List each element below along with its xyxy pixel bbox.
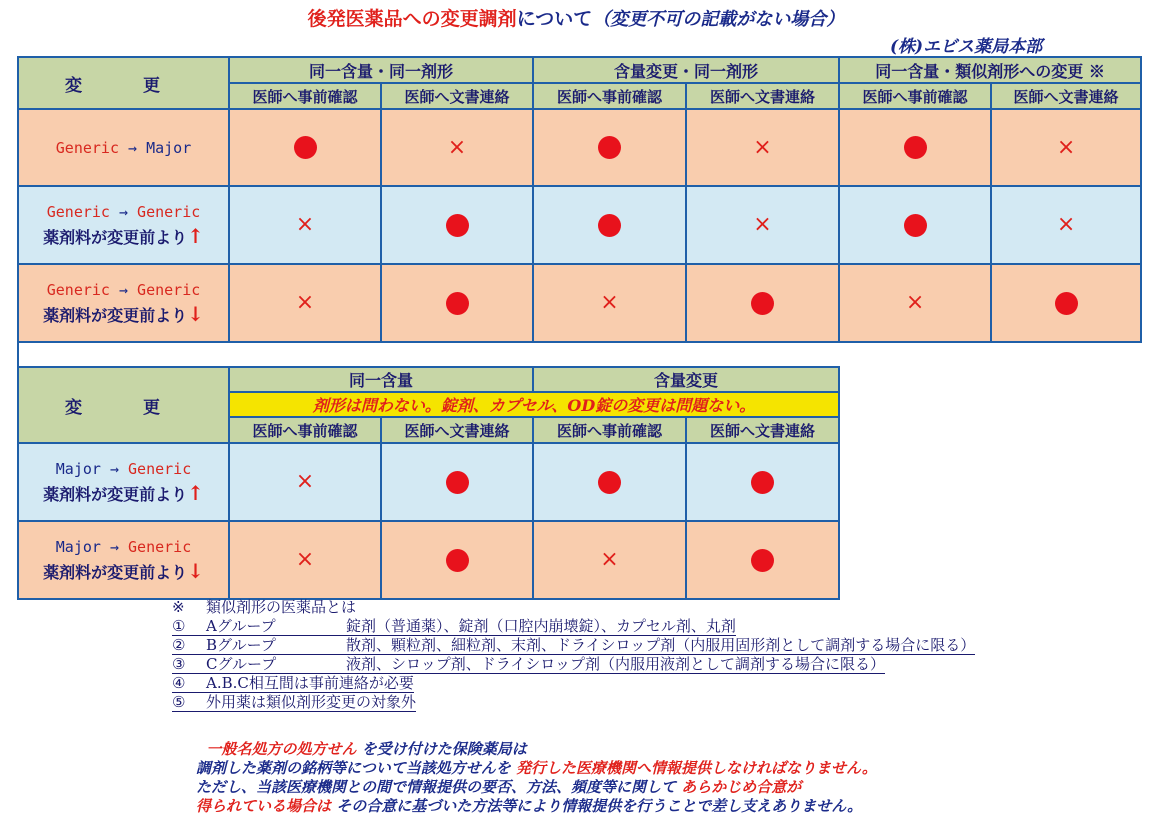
mark-cell [686,443,839,521]
red-dot-icon [904,136,927,159]
price-note: 薬剤料が変更前より [43,485,188,504]
title-suffix: について [516,8,593,30]
mark-cell [839,109,991,186]
asterisk-mark: ※ [172,598,185,616]
price-note: 薬剤料が変更前より [43,563,188,582]
change-header: 変 更 [18,57,229,109]
notice-line [196,759,877,778]
list-item [172,674,975,693]
red-dot-icon [904,214,927,237]
mark-cell [381,109,533,186]
mark-cell [381,264,533,342]
notes-heading-text: 類似剤形の医薬品とは [206,598,357,616]
item-group: Bグループ [206,636,276,654]
cross-icon: × [447,134,467,160]
red-dot-icon [598,214,621,237]
company-name: (株)エビス薬局本部 [890,37,1043,57]
subheader: 医師へ文書連絡 [686,83,839,109]
group-header-1: 同一含量・同一剤形 [229,57,533,83]
major-change-table [17,366,840,600]
mark-cell [533,264,686,342]
item-group: Cグループ [206,655,277,673]
table-row [18,443,839,521]
cross-icon: × [1056,212,1076,237]
cross-icon: × [600,547,619,572]
cross-icon: × [1056,134,1076,160]
red-dot-icon [1055,292,1078,315]
row-label [18,264,229,342]
to-type: Generic [128,460,192,478]
item-number: ② [172,636,186,654]
group-header-2: 含量変更・同一剤形 [533,57,839,83]
arrow-icon: → [109,538,119,556]
change-header: 変 更 [18,367,229,443]
title-note: （変更不可の記載がない場合） [592,9,845,30]
mark-cell [533,186,686,264]
arrow-up-icon: ↑ [187,481,204,505]
list-item [172,617,975,636]
red-dot-icon [446,214,469,237]
mark-cell [229,109,381,186]
item-number: ⑤ [172,693,186,711]
to-type: Generic [137,281,201,299]
cross-icon: × [295,547,315,572]
price-note: 薬剤料が変更前より [43,306,188,325]
arrow-up-icon: ↑ [187,224,204,248]
mark-cell [381,443,533,521]
mark-cell [991,186,1141,264]
notice-blue: を受け付けた保険薬局は [361,740,527,758]
mark-cell [381,186,533,264]
notice-line [196,740,877,759]
red-dot-icon [751,292,774,315]
row-label [18,443,229,521]
item-desc: 錠剤（普通薬）、錠剤（口腔内崩壊錠）、カプセル剤、丸剤 [346,617,736,635]
price-note: 薬剤料が変更前より [43,228,188,247]
cross-icon: × [295,290,315,315]
red-dot-icon [294,136,317,159]
title-main: 後発医薬品への変更調剤 [307,8,517,30]
notice-line [196,797,877,816]
cross-icon: × [295,469,315,494]
cross-icon: × [600,290,619,315]
subheader: 医師へ事前確認 [839,83,991,109]
list-item [172,636,975,655]
mark-cell [381,521,533,599]
red-dot-icon [751,549,774,572]
from-type: Generic [46,203,110,221]
from-type: Major [55,460,101,478]
red-dot-icon [598,136,621,159]
page-title [0,4,1152,31]
subheader: 医師へ文書連絡 [381,83,533,109]
table-row [18,109,1141,186]
red-dot-icon [751,471,774,494]
cross-icon: × [295,212,315,237]
mark-cell [686,186,839,264]
cross-icon: × [753,212,772,237]
arrow-icon: → [128,138,138,157]
subheader: 医師へ事前確認 [229,83,381,109]
table-row [18,186,1141,264]
notice-blue: ただし、当該医療機関との間で情報提供の要否、方法、頻度等に関して [196,778,677,796]
similar-dosage-notes [172,598,975,712]
generic-change-table [17,56,1142,343]
mark-cell [991,264,1141,342]
from-type: Generic [55,138,119,157]
cross-icon: × [753,134,772,160]
mark-cell [533,109,686,186]
arrow-icon: → [118,281,129,299]
mark-cell [229,186,381,264]
subheader: 医師へ文書連絡 [686,417,839,443]
mark-cell [839,186,991,264]
cross-icon: × [905,290,925,315]
red-dot-icon [598,471,621,494]
notice-red: 発行した医療機関へ情報提供しなければなりません。 [515,759,877,777]
item-desc: A.B.C相互間は事前連絡が必要 [206,674,414,692]
table-divider [17,340,19,366]
red-dot-icon [446,292,469,315]
red-dot-icon [446,471,469,494]
subheader: 医師へ事前確認 [229,417,381,443]
arrow-icon: → [118,203,129,221]
list-item [172,693,975,712]
row-label [18,109,229,186]
from-type: Generic [46,281,110,299]
row-label [18,521,229,599]
subheader: 医師へ事前確認 [533,417,686,443]
arrow-down-icon: ↓ [187,559,204,583]
mark-cell [991,109,1141,186]
mark-cell [686,521,839,599]
notice-red: 得られている場合は [196,797,332,815]
item-desc: 液剤、シロップ剤、ドライシロップ剤（内服用液剤として調剤する場合に限る） [346,655,885,673]
subheader: 医師へ文書連絡 [991,83,1141,109]
table-row [18,264,1141,342]
notice-red: 一般名処方の処方せん [206,740,357,758]
red-dot-icon [446,549,469,572]
from-type: Major [55,538,101,556]
item-number: ① [172,617,186,635]
mark-cell [229,443,381,521]
table-row [18,521,839,599]
item-number: ③ [172,655,186,673]
to-type: Major [146,138,192,157]
subheader: 医師へ事前確認 [533,83,686,109]
mark-cell [533,443,686,521]
dosage-form-banner: 剤形は問わない。錠剤、カプセル、OD錠の変更は問題ない。 [229,392,839,417]
mark-cell [686,109,839,186]
subheader: 医師へ文書連絡 [381,417,533,443]
info-provision-notice [196,740,877,816]
row-label [18,186,229,264]
item-number: ④ [172,674,186,692]
to-type: Generic [137,203,201,221]
group-header-3: 同一含量・類似剤形への変更 ※ [839,57,1141,83]
mark-cell [686,264,839,342]
arrow-icon: → [109,460,119,478]
to-type: Generic [128,538,192,556]
mark-cell [839,264,991,342]
mark-cell [229,264,381,342]
arrow-down-icon: ↓ [187,302,204,326]
list-item [172,655,975,674]
mark-cell [229,521,381,599]
notes-heading [172,598,975,617]
item-desc: 外用薬は類似剤形変更の対象外 [206,693,417,711]
notice-red: あらかじめ合意が [681,778,802,796]
group-header-1: 同一含量 [229,367,533,392]
mark-cell [533,521,686,599]
notice-blue: 調剤した薬剤の銘柄等について当該処方せんを [196,759,511,777]
notice-line [196,778,877,797]
notice-blue: その合意に基づいた方法等により情報提供を行うことで差し支えありません。 [336,797,863,815]
group-header-2: 含量変更 [533,367,839,392]
item-group: Aグループ [206,617,276,635]
item-desc: 散剤、顆粒剤、細粒剤、末剤、ドライシロップ剤（内服用固形剤として調剤する場合に限る） [346,636,976,654]
